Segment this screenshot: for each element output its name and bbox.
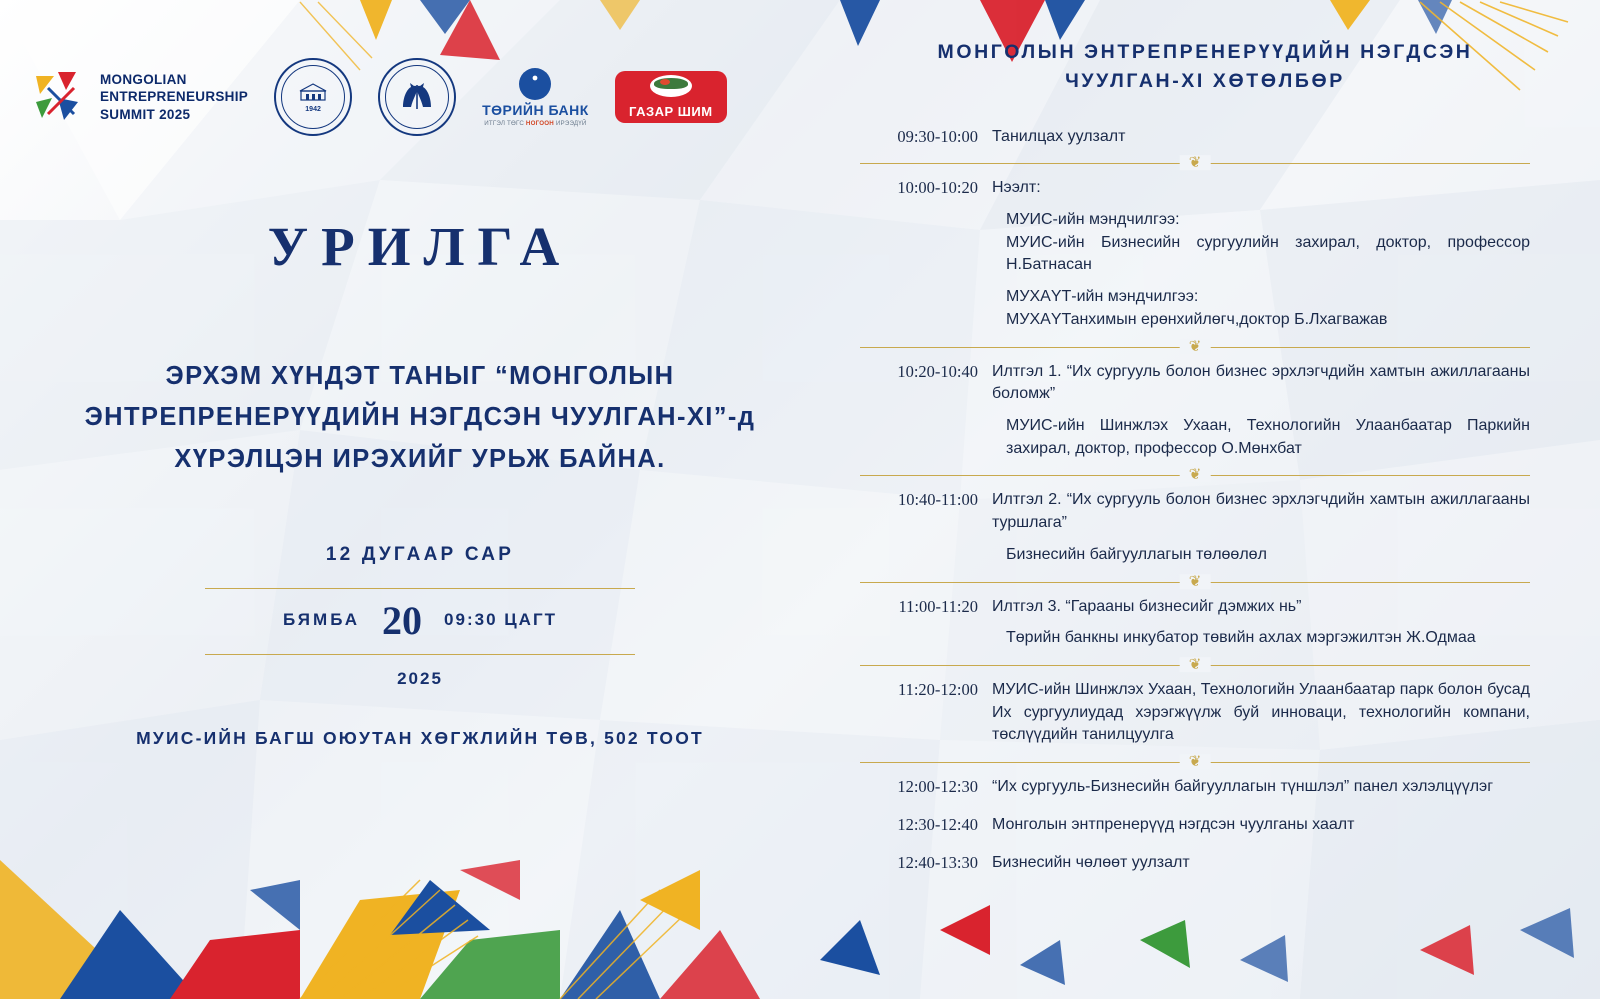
programme-row-paragraph xyxy=(992,286,1530,331)
gazar-shim-logo xyxy=(615,71,727,123)
programme-row-divider xyxy=(860,156,1530,170)
programme-row-paragraph xyxy=(992,361,1530,406)
programme-row-line: Илтгэл 2. “Их сургууль болон бизнес эрхлэгчдийн хамтын ажиллагааны туршлага” xyxy=(992,491,1530,532)
programme-row-paragraph xyxy=(992,415,1530,460)
gazar-shim-label: ГАЗАР ШИМ xyxy=(629,104,713,119)
programme-row xyxy=(860,482,1530,574)
summit-line2: ENTREPRENEURSHIP xyxy=(100,89,249,105)
programme-row-divider xyxy=(860,340,1530,354)
programme-row-line: Нээлт: xyxy=(992,179,1041,197)
university-seal-year: 1942 xyxy=(305,105,321,113)
summit-logo-text xyxy=(100,71,248,123)
programme-row-time: 11:20-12:00 xyxy=(897,680,978,699)
torii-bank-logo xyxy=(482,67,589,128)
programme-row xyxy=(860,845,1530,883)
programme-row-time: 10:40-11:00 xyxy=(897,490,978,510)
logo-row xyxy=(32,58,727,136)
programme-row-paragraph xyxy=(992,544,1530,567)
programme-row-time: 10:00-10:20 xyxy=(897,178,978,198)
programme-row xyxy=(860,672,1530,755)
gazar-shim-emblem-icon xyxy=(650,75,692,97)
programme-row-time: 12:00-12:30 xyxy=(897,777,978,797)
programme-row-paragraph xyxy=(992,679,1530,747)
invitation-day: 20 xyxy=(382,597,423,643)
invitation-time: 09:30 ЦАГТ xyxy=(444,610,557,630)
programme-row-line: Төрийн банкны инкубатор төвийн ахлах мэргэжилтэн Ж.Одмаа xyxy=(1006,629,1476,647)
invitation-title: УРИЛГА xyxy=(267,216,573,277)
muhayt-seal xyxy=(378,58,456,136)
programme-row-paragraph xyxy=(992,126,1530,149)
programme-row-time: 10:20-10:40 xyxy=(897,361,978,381)
programme-row-description xyxy=(992,596,1530,650)
programme-row-line: Танилцах уулзалт xyxy=(992,127,1126,145)
summit-line3: SUMMIT 2025 xyxy=(100,106,191,122)
horses-and-caduceus-icon xyxy=(397,79,437,113)
programme-row-line: Монголын энтпренерүүд нэгдсэн чуулганы хаалт xyxy=(992,815,1355,833)
invitation-place: МУИС-ИЙН БАГШ ОЮУТАН ХӨГЖЛИЙН ТӨВ, 502 ТООТ xyxy=(136,727,704,748)
programme-row-line: “Их сургууль-Бизнесийн байгууллагын түншлэл” панел хэлэлцүүлэг xyxy=(992,778,1494,796)
summit-logo xyxy=(32,68,248,126)
programme-row-description xyxy=(992,361,1530,461)
programme-row-line: Бизнесийн чөлөөт уулзалт xyxy=(992,853,1190,871)
programme-row-description xyxy=(992,852,1530,875)
programme-row-paragraph xyxy=(992,627,1530,650)
programme-row-paragraph xyxy=(992,852,1530,875)
programme-title: МОНГОЛЫН ЭНТРЕПРЕНЕРҮҮДИЙН НЭГДСЭН ЧУУЛГАН-XI ХӨТӨЛБӨР xyxy=(937,41,1473,93)
programme-row-paragraph xyxy=(992,489,1530,534)
programme-rows xyxy=(860,119,1530,883)
programme-row-divider xyxy=(860,468,1530,482)
programme-row-description xyxy=(992,776,1530,799)
programme-row-paragraph xyxy=(992,209,1530,277)
programme-row-line: МУИС-ийн Шинжлэх Ухаан, Технологийн Улаанбаатар парк болон бусад Их сургуулиудад хэрэгжүүлж буй инноваци, технологийн компани, төслүүдийн танилцуулга xyxy=(992,681,1530,744)
programme-row-line: МУИС-ийн мэндчилгээ: xyxy=(1006,210,1180,228)
programme-row-description xyxy=(992,679,1530,747)
programme-row xyxy=(860,170,1530,339)
programme-row xyxy=(860,354,1530,469)
programme-row-time: 11:00-11:20 xyxy=(898,596,978,616)
programme-row-time: 09:30-10:00 xyxy=(897,126,978,146)
programme-row-time: 12:30-12:40 xyxy=(897,814,978,834)
programme-row-line: Илтгэл 3. “Гарааны бизнесийг дэмжих нь” xyxy=(992,597,1302,615)
invitation-weekday: БЯМБА xyxy=(283,610,361,630)
programme-row xyxy=(860,769,1530,807)
bank-soyombo-icon xyxy=(518,67,552,101)
programme-row-paragraph xyxy=(992,177,1530,200)
invitation-content xyxy=(0,215,840,751)
programme-row-divider xyxy=(860,658,1530,672)
university-building-icon xyxy=(298,81,328,103)
invitation-dateline xyxy=(205,588,635,655)
bank-tagline: ИТГЭЛ ТӨГС НОГООН ИРЭЭДҮЙ xyxy=(484,120,587,128)
programme-row-paragraph xyxy=(992,814,1530,837)
summit-line1: MONGOLIAN xyxy=(100,72,187,88)
programme-row-description xyxy=(992,177,1530,331)
invitation-year: 2025 xyxy=(397,668,443,688)
programme-row xyxy=(860,589,1530,658)
programme-row-paragraph xyxy=(992,596,1530,619)
programme-row xyxy=(860,807,1530,845)
programme-row-line: МУИС-ийн Бизнесийн сургуулийн захирал, доктор, профессор Н.Батнасан xyxy=(1006,233,1530,274)
bank-name: ТӨРИЙН БАНК xyxy=(482,101,589,118)
invitation-body: ЭРХЭМ ХҮНДЭТ ТАНЫГ “МОНГОЛЫН ЭНТРЕПРЕНЕРҮҮДИЙН НЭГДСЭН ЧУУЛГАН-XI”-д ХҮРЭЛЦЭН ИРЭХИЙГ УРЬЖ БАЙНА. xyxy=(84,362,756,473)
programme-row-line: Бизнесийн байгууллагын төлөөлөл xyxy=(1006,545,1267,563)
summit-logo-mark xyxy=(32,68,90,126)
programme-row-line: Илтгэл 1. “Их сургууль болон бизнес эрхлэгчдийн хамтын ажиллагааны боломж” xyxy=(992,362,1530,403)
programme-row-paragraph xyxy=(992,776,1530,799)
programme-row-description xyxy=(992,489,1530,566)
programme-row xyxy=(860,119,1530,157)
programme-row-line: МУХАYТанхимын ерөнхийлөгч,доктор Б.Лхагважав xyxy=(1006,310,1388,328)
programme-row-description xyxy=(992,814,1530,837)
programme-panel xyxy=(840,0,1600,999)
programme-row-time: 12:40-13:30 xyxy=(897,852,978,872)
programme-row-description xyxy=(992,126,1530,149)
programme-row-divider xyxy=(860,575,1530,589)
national-university-of-mongolia-seal xyxy=(274,58,352,136)
invitation-month: 12 ДУГААР САР xyxy=(325,543,515,565)
programme-row-divider xyxy=(860,755,1530,769)
programme-row-line: МУИС-ийн Шинжлэх Ухаан, Технологийн Улаанбаатар Паркийн захирал, доктор, профессор О.Мөнхбат xyxy=(1006,416,1530,457)
programme-row-line: МУХАYТ-ийн мэндчилгээ: xyxy=(1006,288,1199,306)
